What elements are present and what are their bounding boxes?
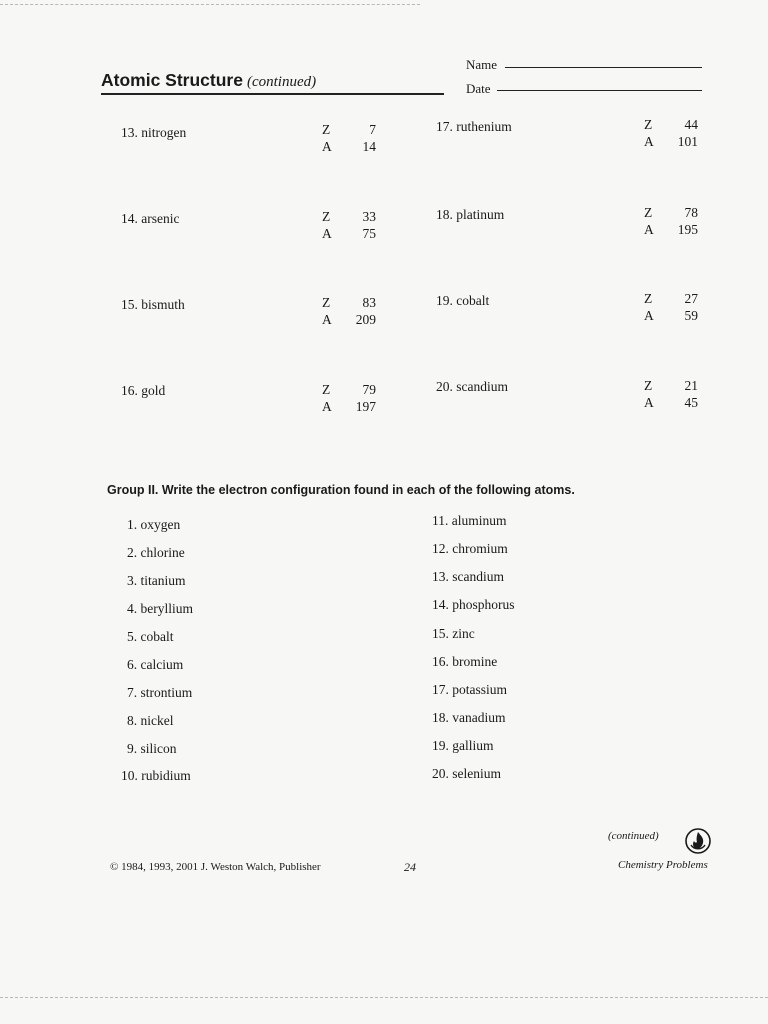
page-subtitle: (continued) <box>246 74 317 90</box>
a-value: 195 <box>677 222 698 237</box>
list-item: 18. vanadium <box>432 710 506 725</box>
name-field-line[interactable] <box>505 67 702 68</box>
z-value: 33 <box>362 209 376 224</box>
z-label: Z <box>644 205 653 220</box>
name-label: Name <box>466 57 498 72</box>
list-item: 13. nitrogen <box>121 125 187 140</box>
z-a-values <box>644 204 698 238</box>
list-item: 18. platinum <box>436 207 505 222</box>
list-item: 5. cobalt <box>127 629 174 644</box>
a-value: 75 <box>362 226 376 241</box>
z-label: Z <box>322 209 331 224</box>
flame-logo-icon <box>685 828 711 854</box>
a-value: 197 <box>355 399 376 414</box>
z-value: 7 <box>369 122 376 137</box>
z-value: 44 <box>684 117 698 132</box>
date-field-line[interactable] <box>497 90 702 91</box>
list-item: 2. chlorine <box>127 545 185 560</box>
list-item: 15. zinc <box>432 626 475 641</box>
copyright: © 1984, 1993, 2001 J. Weston Walch, Publisher <box>110 861 321 873</box>
z-label: Z <box>644 378 653 393</box>
list-item: 3. titanium <box>127 573 186 588</box>
a-value: 45 <box>684 395 698 410</box>
list-item: 16. bromine <box>432 654 498 669</box>
a-value: 59 <box>684 308 698 323</box>
list-item: 20. selenium <box>432 766 501 781</box>
z-a-values <box>644 290 698 324</box>
a-value: 101 <box>677 134 698 149</box>
a-label: A <box>644 308 654 323</box>
a-label: A <box>322 139 332 154</box>
a-label: A <box>322 226 332 241</box>
z-value: 78 <box>684 205 698 220</box>
page-number: 24 <box>404 860 416 874</box>
list-item: 13. scandium <box>432 569 504 584</box>
list-item: 11. aluminum <box>432 513 507 528</box>
z-value: 83 <box>362 295 376 310</box>
a-label: A <box>322 312 332 327</box>
list-item: 17. ruthenium <box>436 119 512 134</box>
date-label: Date <box>466 81 491 96</box>
list-item: 16. gold <box>121 383 166 398</box>
z-label: Z <box>322 295 331 310</box>
book-title: Chemistry Problems <box>618 859 708 871</box>
list-item: 12. chromium <box>432 541 508 556</box>
a-label: A <box>644 395 654 410</box>
a-value: 209 <box>355 312 376 327</box>
z-value: 21 <box>684 378 698 393</box>
list-item: 9. silicon <box>127 741 177 756</box>
z-label: Z <box>644 291 653 306</box>
z-label: Z <box>322 122 331 137</box>
z-label: Z <box>644 117 653 132</box>
list-item: 15. bismuth <box>121 297 185 312</box>
a-label: A <box>644 134 654 149</box>
list-item: 14. phosphorus <box>432 597 515 612</box>
list-item: 4. beryllium <box>127 601 193 616</box>
section-heading: Group II. Write the electron configuration found in each of the following atoms. <box>107 483 575 497</box>
list-item: 20. scandium <box>436 379 508 394</box>
z-value: 27 <box>684 291 698 306</box>
list-item: 14. arsenic <box>121 211 180 226</box>
z-a-values <box>322 381 376 415</box>
a-value: 14 <box>362 139 376 154</box>
list-item: 17. potassium <box>432 682 508 697</box>
z-a-values <box>644 116 698 150</box>
scan-edge-bottom <box>0 997 768 998</box>
list-item: 1. oxygen <box>127 517 181 532</box>
page-title-text: Atomic Structure <box>101 70 243 90</box>
list-item: 8. nickel <box>127 713 174 728</box>
page-title <box>101 70 316 91</box>
list-item: 19. cobalt <box>436 293 490 308</box>
z-a-values <box>322 294 376 328</box>
z-value: 79 <box>362 382 376 397</box>
z-a-values <box>322 208 376 242</box>
scan-edge-top <box>0 4 420 5</box>
a-label: A <box>644 222 654 237</box>
z-a-values <box>644 377 698 411</box>
list-item: 6. calcium <box>127 657 184 672</box>
continued-note: (continued) <box>608 830 659 842</box>
a-label: A <box>322 399 332 414</box>
list-item: 10. rubidium <box>121 768 191 783</box>
list-item: 19. gallium <box>432 738 494 753</box>
list-item: 7. strontium <box>127 685 193 700</box>
z-label: Z <box>322 382 331 397</box>
z-a-values <box>322 121 376 155</box>
title-underline <box>101 93 444 95</box>
